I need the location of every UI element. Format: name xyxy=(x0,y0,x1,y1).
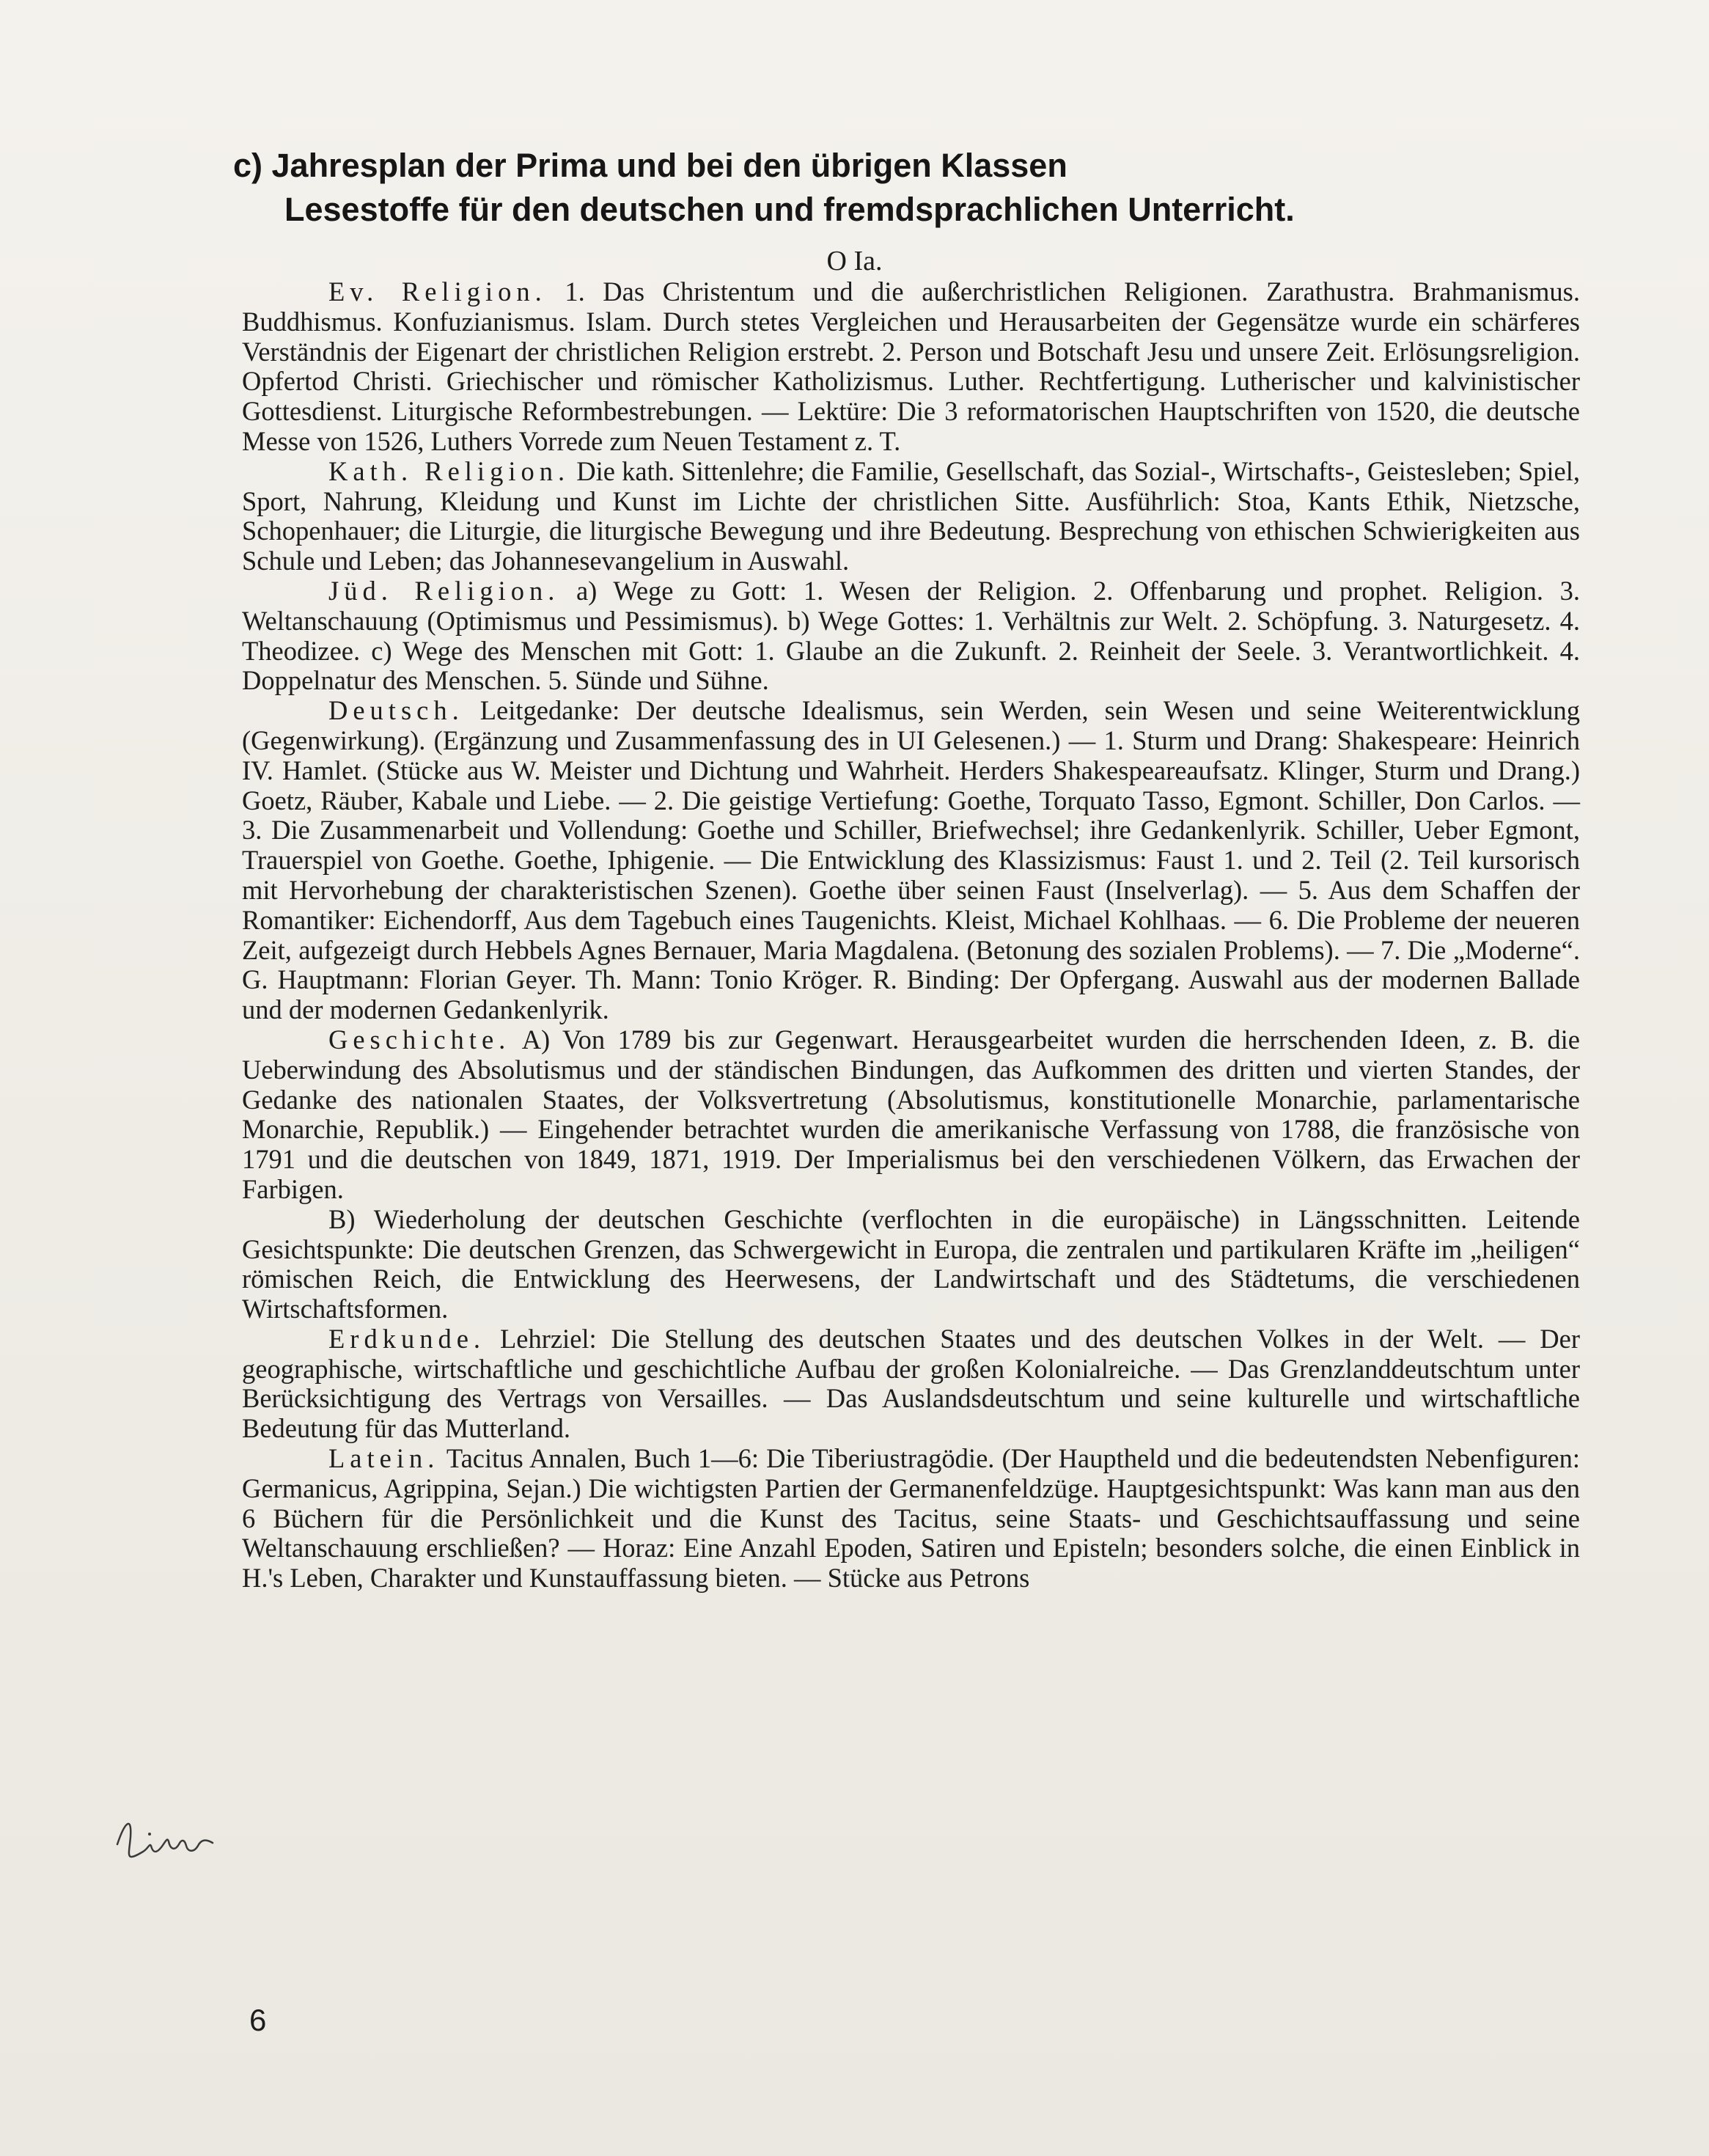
subject-label: Jüd. Religion. xyxy=(328,575,560,606)
paragraph-jued-religion xyxy=(242,576,1580,696)
handwritten-margin-note xyxy=(103,1793,227,1874)
subject-label: Ev. Religion. xyxy=(328,276,547,307)
paragraph-text: Die kath. Sittenlehre; die Familie, Gesellschaft, das Sozial-, Wirtschafts-, Geistesleben; Spiel, Sport, Nahrung, Kleidung und Kunst im Lichte der christlichen Sitte. Ausführlich: Stoa, Kants Ethik, Nietzsche, Schopenhauer; die Liturgie, die liturgische Bewegung und ihre Bedeutung. Besprechung von ethischen Schwierigkeiten aus Schule und Leben; das Johannesevangelium in Auswahl. xyxy=(242,455,1580,576)
paragraph-geschichte-b xyxy=(242,1205,1580,1324)
paragraph-text: Lehrziel: Die Stellung des deutschen Staates und des deutschen Volkes in der Welt. — Der geographische, wirtschaftliche und geschichtliche Aufbau der großen Kolonialreiche. — Das Grenzlanddeutschtum unter Berücksichtigung des Vertrags von Versailles. — Das Auslandsdeutschtum und seine kulturelle und wirtschaftliche Bedeutung für das Mutterland. xyxy=(242,1323,1580,1444)
paragraph-erdkunde xyxy=(242,1324,1580,1444)
section-heading xyxy=(233,144,1524,232)
body-text xyxy=(242,277,1580,1594)
subject-label: Latein. xyxy=(328,1443,440,1474)
heading-line-2: Lesestoffe für den deutschen und fremdsprachlichen Unterricht. xyxy=(284,191,1295,228)
subject-label: Kath. Religion. xyxy=(328,455,570,486)
paragraph-latein xyxy=(242,1444,1580,1594)
paragraph-geschichte xyxy=(242,1025,1580,1205)
paragraph-text: Leitgedanke: Der deutsche Idealismus, sein Werden, sein Wesen und seine Weiterentwicklung (Gegenwirkung). (Ergänzung und Zusammenfassung des in UI Gelesenen.) — 1. Sturm und Drang: Shakespeare: Heinrich IV. Hamlet. (Stücke aus W. Meister und Dichtung und Wahrheit. Herders Shakespeareaufsatz. Klinger, Sturm und Drang.) Goetz, Räuber, Kabale und Liebe. — 2. Die geistige Vertiefung: Goethe, Torquato Tasso, Egmont. Schiller, Don Carlos. — 3. Die Zusammenarbeit und Vollendung: Goethe und Schiller, Briefwechsel; ihre Gedankenlyrik. Schiller, Ueber Egmont, Trauerspiel von Goethe. Goethe, Iphigenie. — Die Entwicklung des Klassizismus: Faust 1. und 2. Teil (2. Teil kursorisch mit Hervorhebung der charakteristischen Szenen). Goethe über seinen Faust (Inselverlag). — 5. Aus dem Schaffen der Romantiker: Eichendorff, Aus dem Tagebuch eines Taugenichts. Kleist, Michael Kohlhaas. — 6. Die Probleme der neueren Zeit, aufgezeigt durch Hebbels Agnes Bernauer, Maria Magdalena. (Betonung des sozialen Problems). — 7. Die „Moderne“. G. Hauptmann: Florian Geyer. Th. Mann: Tonio Kröger. R. Binding: Der Opfergang. Auswahl aus der modernen Ballade und der modernen Gedankenlyrik. xyxy=(242,695,1580,1025)
page-number: 6 xyxy=(249,2003,267,2037)
paragraph-deutsch xyxy=(242,696,1580,1025)
paragraph-ev-religion xyxy=(242,277,1580,457)
paragraph-text: 1. Das Christentum und die außerchristlichen Religionen. Zarathustra. Brahmanismus. Buddhismus. Konfuzianismus. Islam. Durch stetes Vergleichen und Herausarbeiten der Gegensätze wurde ein schärferes Verständnis der Eigenart der christlichen Religion erstrebt. 2. Person und Botschaft Jesu und unsere Zeit. Erlösungsreligion. Opfertod Christi. Griechischer und römischer Katholizismus. Luther. Rechtfertigung. Lutherischer und kalvinistischer Gottesdienst. Liturgische Reformbestrebungen. — Lektüre: Die 3 reformatorischen Hauptschriften von 1520, die deutsche Messe von 1526, Luthers Vorrede zum Neuen Testament z. T. xyxy=(242,276,1580,456)
class-title: O Ia. xyxy=(826,246,883,276)
paragraph-text: Tacitus Annalen, Buch 1—6: Die Tiberiustragödie. (Der Hauptheld und die bedeutendsten Nebenfiguren: Germanicus, Agrippina, Sejan.) Die wichtigsten Partien der Germanenfeldzüge. Hauptgesichtspunkt: Was kann man aus den 6 Büchern für die Persönlichkeit und die Kunst des Tacitus, seine Staats- und Geschichtsauffassung und seine Weltanschauung erschließen? — Horaz: Eine Anzahl Epoden, Satiren und Episteln; besonders solche, die einen Einblick in H.'s Leben, Charakter und Kunstauffassung bieten. — Stücke aus Petrons xyxy=(242,1443,1580,1594)
subject-label: Deutsch. xyxy=(328,695,464,726)
paragraph-kath-religion xyxy=(242,457,1580,576)
paragraph-text: A) Von 1789 bis zur Gegenwart. Herausgearbeitet wurden die herrschenden Ideen, z. B. die Ueberwindung des Absolutismus und der ständischen Bindungen, das Aufkommen des dritten und vierten Standes, der Gedanke des nationalen Staates, der Volksvertretung (Absolutismus, konstitutionelle Monarchie, parlamentarische Monarchie, Republik.) — Eingehender betrachtet wurden die amerikanische Verfassung von 1788, die französische von 1791 und die deutschen von 1849, 1871, 1919. Der Imperialismus bei den verschiedenen Völkern, das Erwachen der Farbigen. xyxy=(242,1024,1580,1204)
subject-label: Erdkunde. xyxy=(328,1323,486,1354)
paragraph-text: a) Wege zu Gott: 1. Wesen der Religion. 2. Offenbarung und prophet. Religion. 3. Weltanschauung (Optimismus und Pessimismus). b) Wege Gottes: 1. Verhältnis zur Welt. 2. Schöpfung. 3. Naturgesetz. 4. Theodizee. c) Wege des Menschen mit Gott: 1. Glaube an die Zukunft. 2. Reinheit der Seele. 3. Verantwortlichkeit. 4. Doppelnatur des Menschen. 5. Sünde und Sühne. xyxy=(242,575,1581,696)
paragraph-text: B) Wiederholung der deutschen Geschichte (verflochten in die europäische) in Längsschnitten. Leitende Gesichtspunkte: Die deutschen Grenzen, das Schwergewicht in Europa, die zentralen und partikularen Kräfte im „heiligen“ römischen Reich, die Entwicklung des Heerwesens, der Landwirtschaft und des Städtetums, die verschiedenen Wirtschaftsformen. xyxy=(242,1203,1580,1324)
heading-line-1: c) Jahresplan der Prima und bei den übrigen Klassen xyxy=(233,147,1067,184)
subject-label: Geschichte. xyxy=(328,1024,511,1055)
